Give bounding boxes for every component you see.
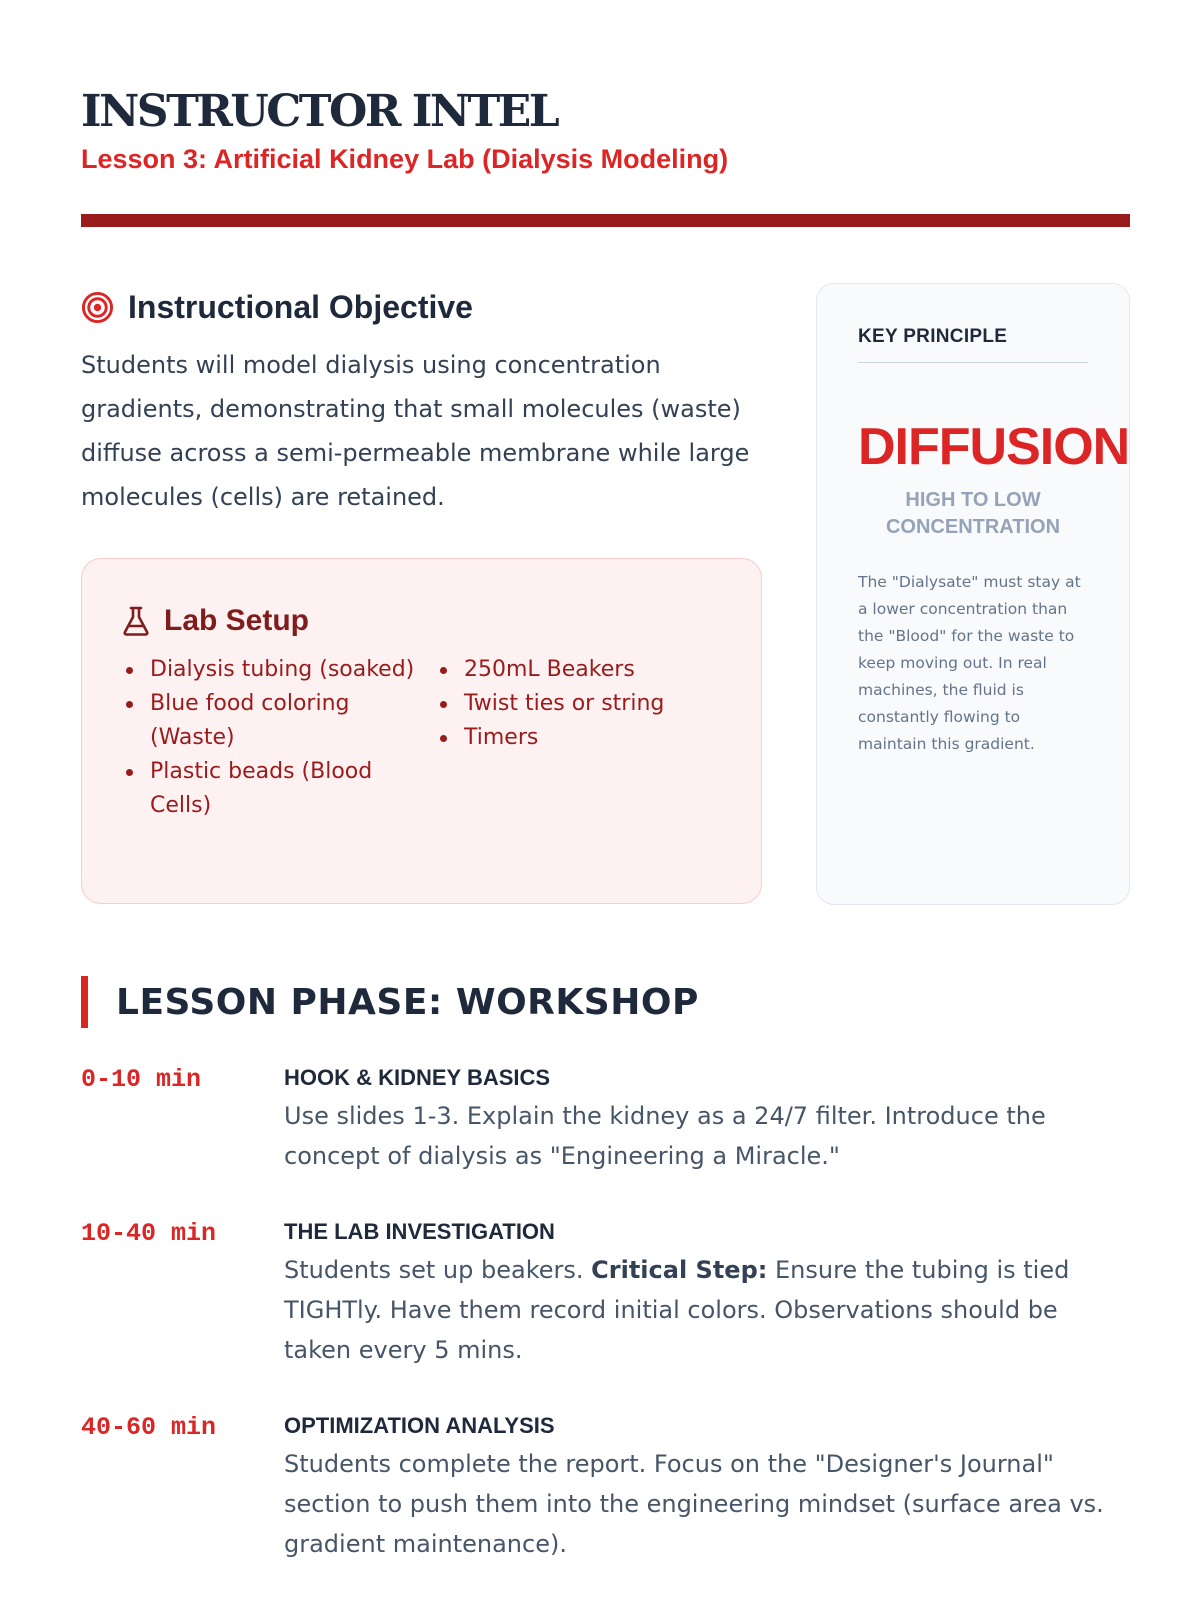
lesson-phase-header xyxy=(81,976,699,1028)
lab-setup-heading: Lab Setup xyxy=(164,604,310,637)
list-item: Timers xyxy=(436,721,696,755)
key-principle-note: The "Dialysate" must stay at a lower concentration than the "Blood" for the waste to keep moving out. In real machines, the fluid is constantly flowing to maintain this gradient. xyxy=(858,573,1081,753)
materials-list-2 xyxy=(436,653,696,823)
key-principle-subtitle: HIGH TO LOW CONCENTRATION xyxy=(885,489,1061,538)
timeline-step xyxy=(81,1216,1130,1370)
step-text-intro: Students set up beakers. xyxy=(284,1256,584,1284)
objective-section xyxy=(81,285,761,519)
objective-heading: Instructional Objective xyxy=(128,288,473,325)
list-item: Twist ties or string xyxy=(436,687,696,721)
lab-materials xyxy=(122,653,721,823)
step-body xyxy=(284,1410,1130,1564)
list-item: Blue food coloring (Waste) xyxy=(122,687,436,755)
materials-list-1 xyxy=(122,653,436,823)
step-title: OPTIMIZATION ANALYSIS xyxy=(284,1413,555,1438)
page-header xyxy=(81,0,1098,176)
step-body xyxy=(284,1062,1130,1176)
timeline-step xyxy=(81,1062,1130,1176)
step-time: 0-10 min xyxy=(81,1065,202,1094)
step-time: 10-40 min xyxy=(81,1219,217,1248)
list-item: Dialysis tubing (soaked) xyxy=(122,653,436,687)
lab-setup-header xyxy=(122,601,721,641)
objective-text: Students will model dialysis using concentration gradients, demonstrating that small molecules (waste) diffuse across a semi-permeable membrane while large molecules (cells) are retained. xyxy=(81,351,750,511)
timeline-step xyxy=(81,1410,1130,1564)
step-text: Students complete the report. Focus on the "Designer's Journal" section to push them into the engineering mindset (surface area vs. gradient maintenance). xyxy=(284,1450,1104,1558)
step-text: Use slides 1-3. Explain the kidney as a 24/7 filter. Introduce the concept of dialysis as "Engineering a Miracle." xyxy=(284,1102,1046,1170)
critical-step-label: Critical Step: xyxy=(591,1256,768,1284)
key-principle-label: KEY PRINCIPLE xyxy=(858,326,1088,363)
list-item: 250mL Beakers xyxy=(436,653,696,687)
key-principle-word: DIFFUSION xyxy=(858,418,1130,476)
header-divider xyxy=(81,214,1130,227)
lab-setup-card xyxy=(81,558,762,904)
list-item: Plastic beads (Blood Cells) xyxy=(122,755,436,823)
step-title: THE LAB INVESTIGATION xyxy=(284,1219,555,1244)
key-principle-card xyxy=(816,283,1130,905)
lesson-subtitle: Lesson 3: Artificial Kidney Lab (Dialysis Modeling) xyxy=(81,144,729,174)
target-icon xyxy=(81,291,114,324)
step-title: HOOK & KIDNEY BASICS xyxy=(284,1065,551,1090)
lesson-phase-heading: LESSON PHASE: WORKSHOP xyxy=(116,981,699,1023)
page-title: INSTRUCTOR INTEL xyxy=(81,86,558,137)
step-body xyxy=(284,1216,1130,1370)
step-time: 40-60 min xyxy=(81,1413,217,1442)
step-text xyxy=(284,1250,1130,1370)
flask-icon xyxy=(122,605,150,637)
step-text-detail: Ensure the tubing is tied TIGHTly. Have them record initial colors. Observations should be taken every 5 mins. xyxy=(284,1256,1070,1364)
objective-header xyxy=(81,285,761,329)
